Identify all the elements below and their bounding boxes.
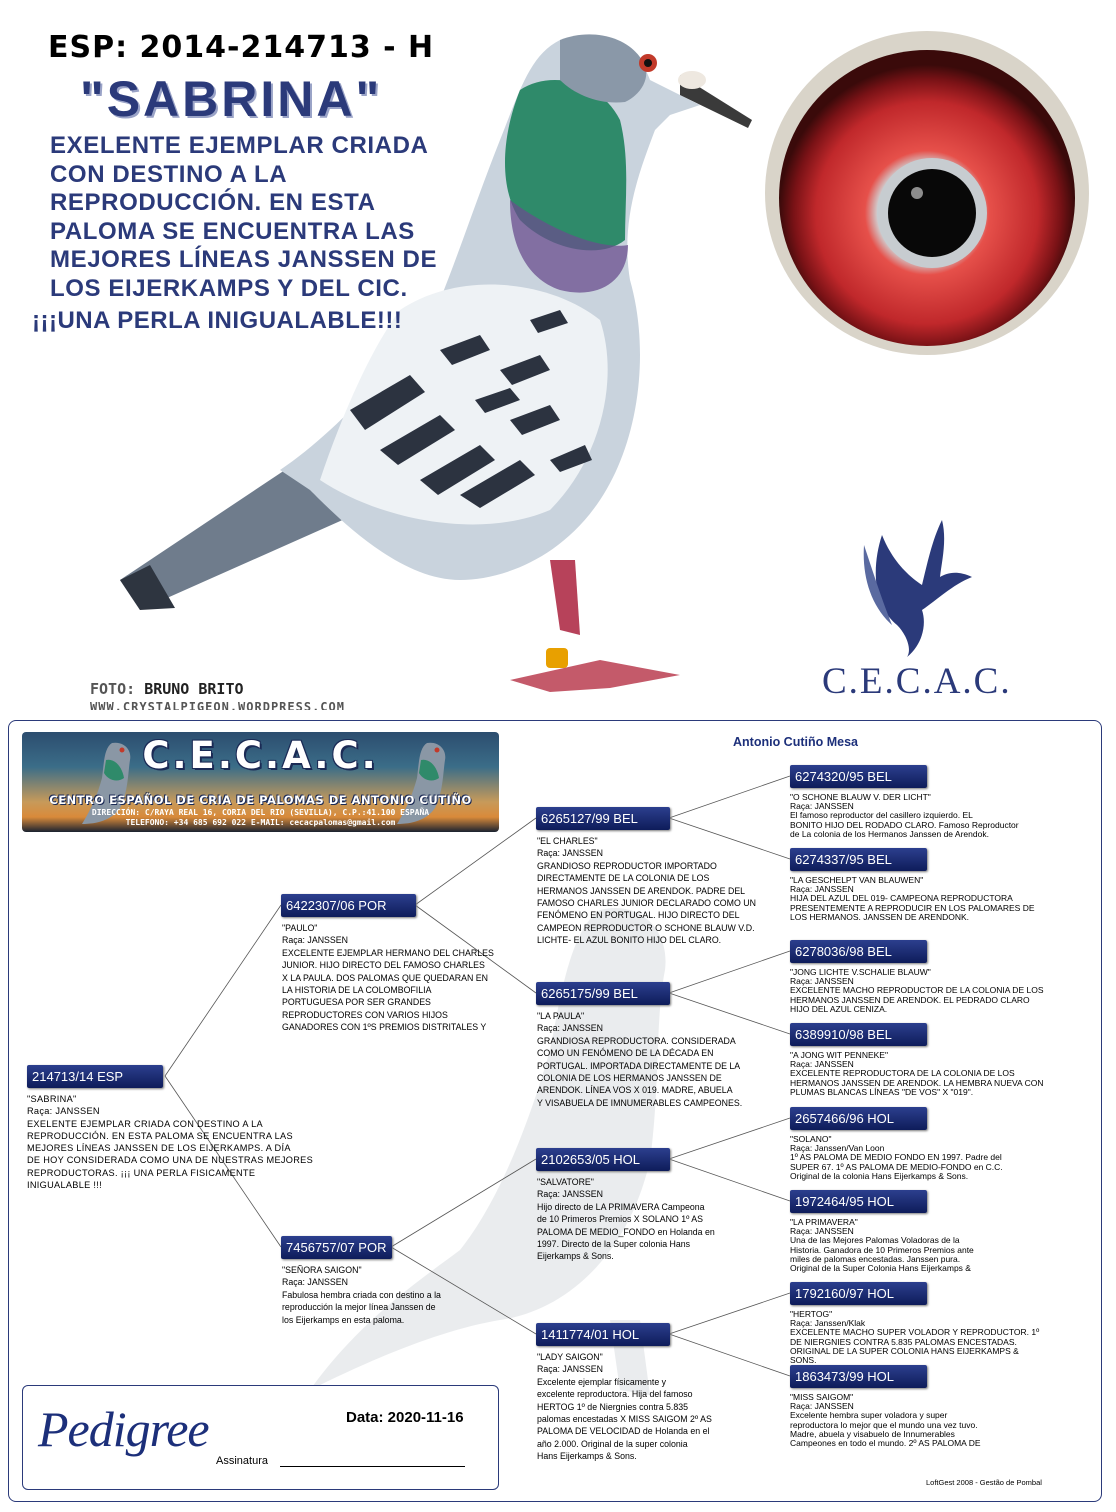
bird-name: "O SCHONE BLAUW V. DER LICHT" (790, 792, 931, 802)
bird-desc-line: COMO UN FENÓMENO DE LA DÉCADA EN (537, 1048, 714, 1059)
bird-desc-line: Hans Eijerkamps & Sons. (537, 1451, 637, 1462)
description-line: LOS EIJERKAMPS Y DEL CIC. (50, 274, 408, 302)
pedigree-date: Data: 2020-11-16 (346, 1409, 464, 1426)
ring-box-sire-sire: 6265127/99 BEL (536, 807, 670, 830)
bird-desc-line: X LA PAULA. DOS PALOMAS QUE QUEDARAN EN (282, 972, 488, 983)
ring-box-ddd: 1863473/99 HOL (790, 1365, 927, 1388)
bird-desc-line: Fabulosa hembra criada con destino a la (282, 1289, 441, 1300)
pedigree-script-title: Pedigree (38, 1401, 209, 1457)
bird-desc-line: FENÓMENO EN PORTUGAL. HIJO DIRECTO DEL (537, 910, 740, 921)
ring-box-ssd: 6274337/95 BEL (790, 848, 927, 871)
bird-desc-line: HERMANOS JANSSEN DE ARENDOK. PADRE DEL (537, 885, 746, 896)
bird-race: Raça: Janssen/Van Loon (790, 1143, 885, 1154)
bird-race: Raça: JANSSEN (537, 1364, 603, 1375)
bird-race: Raça: JANSSEN (790, 884, 854, 895)
bird-desc-line: 1º AS PALOMA DE MEDIO FONDO EN 1997. Padre del (790, 1152, 1002, 1163)
bird-desc-line: COLONIA DE LOS HERMANOS JANSSEN DE (537, 1073, 722, 1084)
bird-info-dsd (790, 1218, 974, 1273)
bird-desc-line: CAMPEON REPRODUCTOR O SCHONE BLAUW V.D. (537, 922, 755, 933)
bird-race: Raça: JANSSEN (537, 848, 603, 859)
bird-desc-line: reproductora lo mejor que el mundo una vez tuvo. (790, 1419, 978, 1430)
bird-desc-line: MEJORES LÍNEAS JANSSEN DE LOS EIJERKAMPS. A DÍA (27, 1143, 291, 1154)
bird-desc-line: El famoso reproductor del casillero izquierdo. EL (790, 810, 973, 821)
bird-race: Raça: JANSSEN (790, 801, 854, 812)
bird-info-ssd (790, 876, 1035, 922)
bird-desc-line: REPRODUCTORAS. ¡¡¡ UNA PERLA FISICAMENTE (27, 1167, 256, 1178)
bird-name: "LA GESCHELPT VAN BLAUWEN" (790, 875, 924, 885)
bird-race: Raça: JANSSEN (790, 976, 854, 987)
bird-race: Raça: JANSSEN (537, 1189, 603, 1200)
bird-desc-line: Campeones en todo el mundo. 2º AS PALOMA DE (790, 1438, 981, 1449)
bird-desc-line: DE NIERGNIES CONTRA 5.835 PALOMAS ENCESTADAS. (790, 1336, 1017, 1347)
ring-box-subject: 214713/14 ESP (27, 1065, 163, 1088)
owner-name: Antonio Cutiño Mesa (733, 735, 858, 749)
bird-desc-line: Original de la colonia Hans Eijerkamps & Sons. (790, 1170, 969, 1181)
banner-title: C.E.C.A.C. (142, 734, 379, 777)
bird-desc-line: GRANDIOSO REPRODUCTOR IMPORTADO (537, 860, 717, 871)
bird-desc-line: GANADORES CON 1ºS PREMIOS DISTRITALES Y (282, 1022, 487, 1033)
bird-info-subject (27, 1093, 313, 1191)
bird-info-sdd (790, 1051, 1044, 1097)
ring-number-title: ESP: 2014-214713 - H (48, 30, 435, 65)
bird-desc-line: ORIGINAL DE LA SUPER COLONIA HANS EIJERKAMPS & (790, 1345, 1019, 1356)
bird-desc-line: miles de palomas encestadas. Janssen pura. (790, 1253, 961, 1264)
bird-desc-line: HERMANOS JANSSEN DE ARENDOK. LA HEMBRA NUEVA CON (790, 1077, 1044, 1088)
bird-desc-line: Excelente ejemplar físicamente y (537, 1376, 667, 1387)
ring-box-sire: 6422307/06 POR (281, 894, 416, 917)
bird-name: "JONG LICHTE V.SCHALIE BLAUW" (790, 967, 931, 977)
bird-name: "EL CHARLES" (537, 836, 598, 846)
cecac-logo-text: C.E.C.A.C. (822, 661, 1012, 702)
bird-desc-line: FAMOSO CHARLES JUNIOR DECLARADO COMO UN (537, 898, 756, 909)
photo-credit (90, 680, 244, 698)
cecac-bird-logo-icon (852, 515, 982, 660)
bird-info-dam-sire (537, 1176, 715, 1263)
bird-desc-line: EXELENTE EJEMPLAR CRIADA CON DESTINO A LA (27, 1118, 263, 1129)
bird-desc-line: EXCELENTE MACHO SUPER VOLADOR Y REPRODUCTOR. 1º (790, 1327, 1040, 1338)
banner-phone: TELEFONO: +34 685 692 022 E-MAIL: cecacpalomas@gmail.com (125, 818, 396, 827)
bird-info-dds (790, 1310, 1039, 1365)
bird-desc-line: ARENDOK. LÍNEA VOS X 019. MADRE, ABUELA (537, 1085, 733, 1096)
bird-race: Raça: JANSSEN (790, 1226, 854, 1237)
bird-name: "SOLANO" (790, 1134, 832, 1144)
bird-name: "SALVATORE" (537, 1177, 594, 1187)
bird-info-sss (790, 793, 1019, 839)
bird-desc-line: PRESENTEMENTE A REPRODUCIR EN LOS PALOMARES DE (790, 902, 1035, 913)
bird-desc-line: excelente reproductora. Hija del famoso (537, 1389, 693, 1400)
bird-info-sire (282, 922, 494, 1034)
bird-desc-line: REPRODUCCIÓN. EN ESTA PALOMA SE ENCUENTRA LAS (27, 1130, 293, 1141)
bird-desc-line: HERTOG 1º de Niergnies contra 5.835 (537, 1401, 689, 1412)
bird-desc-line: LOS HERMANOS. JANSSEN DE ARENDONK. (790, 911, 970, 922)
bird-name: "SEÑORA SAIGON" (282, 1265, 362, 1275)
bird-info-sire-sire (537, 835, 756, 947)
bird-name-title: "SABRINA" (80, 71, 383, 127)
bird-desc-line: HERMANOS JANSSEN DE ARENDOK. EL PEDRADO CLARO (790, 994, 1030, 1005)
photo-credit-author: BRUNO BRITO (144, 680, 244, 698)
bird-desc-line: BONITO HIJO DEL RODADO CLARO. Famoso Reproductor (790, 819, 1019, 830)
bird-desc-line: PLUMAS BLANCAS LÍNEAS "DE VOS" X "019". (790, 1086, 974, 1097)
description-line: REPRODUCCIÓN. EN ESTA (50, 189, 376, 216)
ring-box-sss: 6274320/95 BEL (790, 765, 927, 788)
ring-box-sdd: 6389910/98 BEL (790, 1023, 927, 1046)
leg-band-icon (546, 648, 568, 668)
bird-desc-line: SUPER 67. 1º AS PALOMA DE MEDIO-FONDO en C.C. (790, 1161, 1003, 1172)
ring-box-dds: 1792160/97 HOL (790, 1282, 927, 1305)
bird-info-ddd (790, 1393, 981, 1448)
bird-desc-line: PALOMA DE VELOCIDAD de Holanda en el (537, 1426, 710, 1437)
software-footer: LoftGest 2008 - Gestão de Pombal (926, 1478, 1042, 1487)
bird-info-dss (790, 1135, 1003, 1181)
description-line: PALOMA SE ENCUENTRA LAS (50, 217, 415, 245)
bird-info-sds (790, 968, 1044, 1014)
bird-desc-line: Historia. Ganadora de 10 Primeros Premios ante (790, 1244, 974, 1255)
bird-desc-line: año 2.000. Original de la super colonia (537, 1438, 688, 1449)
banner-address: DIRECCIÓN: C/RAYA REAL 16, CORIA DEL RIO (SEVILLA), C.P.:41.100 ESPAÑA (91, 808, 430, 817)
bird-name: "LA PRIMAVERA" (790, 1217, 858, 1227)
photo-credit-label: FOTO: (90, 680, 136, 698)
bird-desc-line: reproducción la mejor línea Janssen de (282, 1302, 436, 1313)
bird-desc-line: LA HISTORIA DE LA COLOMBOFILIA (282, 985, 432, 996)
ring-box-dsd: 1972464/95 HOL (790, 1190, 927, 1213)
photo-credit-url: WWW.CRYSTALPIGEON.WORDPRESS.COM (90, 700, 345, 710)
signature-label: Assinatura (216, 1455, 268, 1467)
bird-desc-line: Y VISABUELA DE IMNUMERABLES CAMPEONES. (537, 1097, 743, 1108)
bird-desc-line: HIJA DEL AZUL DEL 019- CAMPEONA REPRODUCTORA (790, 893, 1013, 904)
bird-desc-line: JUNIOR. HIJO DIRECTO DEL FAMOSO CHARLES (282, 960, 485, 971)
signature-line (280, 1466, 465, 1467)
bird-desc-line: de 10 Primeros Premios X SOLANO 1º AS (537, 1214, 704, 1225)
bird-name: "MISS SAIGOM" (790, 1392, 854, 1402)
bird-name: "LA PAULA" (537, 1011, 585, 1021)
bird-desc-line: Original de la Super Colonia Hans Eijerkamps & (790, 1263, 971, 1274)
ring-box-sds: 6278036/98 BEL (790, 940, 927, 963)
bird-desc-line: Una de las Mejores Palomas Voladoras de la (790, 1235, 960, 1246)
eye-photo (762, 28, 1092, 358)
bird-desc-line: Hijo directo de LA PRIMAVERA Campeona (537, 1201, 705, 1212)
bird-desc-line: LICHTE- EL AZUL BONITO HIJO DEL CLARO. (537, 935, 722, 946)
bird-name: "LADY SAIGON" (537, 1352, 603, 1362)
bird-desc-line: palomas encestadas X MISS SAIGOM 2º AS (537, 1414, 712, 1425)
bird-desc-line: Madre, abuela y visabuelo de Innumerables (790, 1428, 955, 1439)
bird-desc-line: EXCELENTE EJEMPLAR HERMANO DEL CHARLES (282, 947, 494, 958)
bird-race: Raça: JANSSEN (282, 1277, 348, 1288)
bird-name: "A JONG WIT PENNEKE" (790, 1050, 888, 1060)
highlight-text: ¡¡¡UNA PERLA INIGUALABLE!!! (32, 307, 403, 334)
bird-desc-line: DIRECTAMENTE DE LA COLONIA DE LOS (537, 873, 710, 884)
bird-info-sire-dam (537, 1010, 742, 1109)
bird-name: "SABRINA" (27, 1094, 77, 1104)
bird-desc-line: GRANDIOSA REPRODUCTORA. CONSIDERADA (537, 1035, 736, 1046)
bird-desc-line: INIGUALABLE !!! (27, 1180, 102, 1191)
bird-info-dam-dam (537, 1351, 712, 1463)
bird-desc-line: Excelente hembra super voladora y super (790, 1410, 948, 1421)
description-line: CON DESTINO A LA (50, 160, 288, 188)
ring-box-dam-sire: 2102653/05 HOL (536, 1148, 670, 1171)
bird-desc-line: Eijerkamps & Sons. (537, 1251, 614, 1262)
description-line: MEJORES LÍNEAS JANSSEN DE (50, 246, 438, 273)
bird-info-dam (282, 1264, 441, 1326)
ring-box-dss: 2657466/96 HOL (790, 1107, 927, 1130)
cecac-banner (22, 732, 499, 832)
bird-race: Raça: JANSSEN (790, 1059, 854, 1070)
bird-name: "HERTOG" (790, 1309, 833, 1319)
bird-race: Raça: Janssen/Klak (790, 1318, 866, 1329)
ring-box-dam: 7456757/07 POR (281, 1236, 392, 1259)
bird-desc-line: EXCELENTE MACHO REPRODUCTOR DE LA COLONIA DE LOS (790, 985, 1044, 996)
bird-name: "PAULO" (282, 923, 318, 933)
bird-race: Raça: JANSSEN (537, 1023, 603, 1034)
bird-desc-line: REPRODUCTORES CON VARIOS HIJOS (282, 1009, 448, 1020)
ring-box-sire-dam: 6265175/99 BEL (536, 982, 670, 1005)
bird-desc-line: de La colonia de los Hermanos Janssen de Arendok. (790, 828, 989, 839)
bird-desc-line: DE HOY CONSIDERADA COMO UNA DE NUESTRAS MEJORES (27, 1155, 314, 1166)
bird-desc-line: HIJO DEL AZUL CENIZA. (790, 1003, 888, 1014)
bird-desc-line: EXCELENTE REPRODUCTORA DE LA COLONIA DE LOS (790, 1068, 1015, 1079)
ring-box-dam-dam: 1411774/01 HOL (536, 1323, 670, 1346)
bird-desc-line: PORTUGAL. IMPORTADA DIRECTAMENTE DE LA (537, 1060, 741, 1071)
bird-desc-line: PORTUGUESA POR SER GRANDES (282, 997, 431, 1008)
bird-race: Raça: JANSSEN (27, 1106, 100, 1117)
banner-subtitle: CENTRO ESPAÑOL DE CRIA DE PALOMAS DE ANTONIO CUTIÑO (49, 793, 472, 807)
bird-desc-line: PALOMA DE MEDIO_FONDO en Holanda en (537, 1226, 715, 1237)
bird-desc-line: 1997. Directo de la Super colonia Hans (537, 1239, 691, 1250)
bird-desc-line: los Eijerkamps en esta paloma. (282, 1314, 405, 1325)
bird-race: Raça: JANSSEN (282, 935, 348, 946)
bird-desc-line: SONS. (790, 1355, 817, 1366)
bird-description (50, 132, 437, 303)
bird-race: Raça: JANSSEN (790, 1401, 854, 1412)
description-line: EXELENTE EJEMPLAR CRIADA (50, 132, 429, 159)
